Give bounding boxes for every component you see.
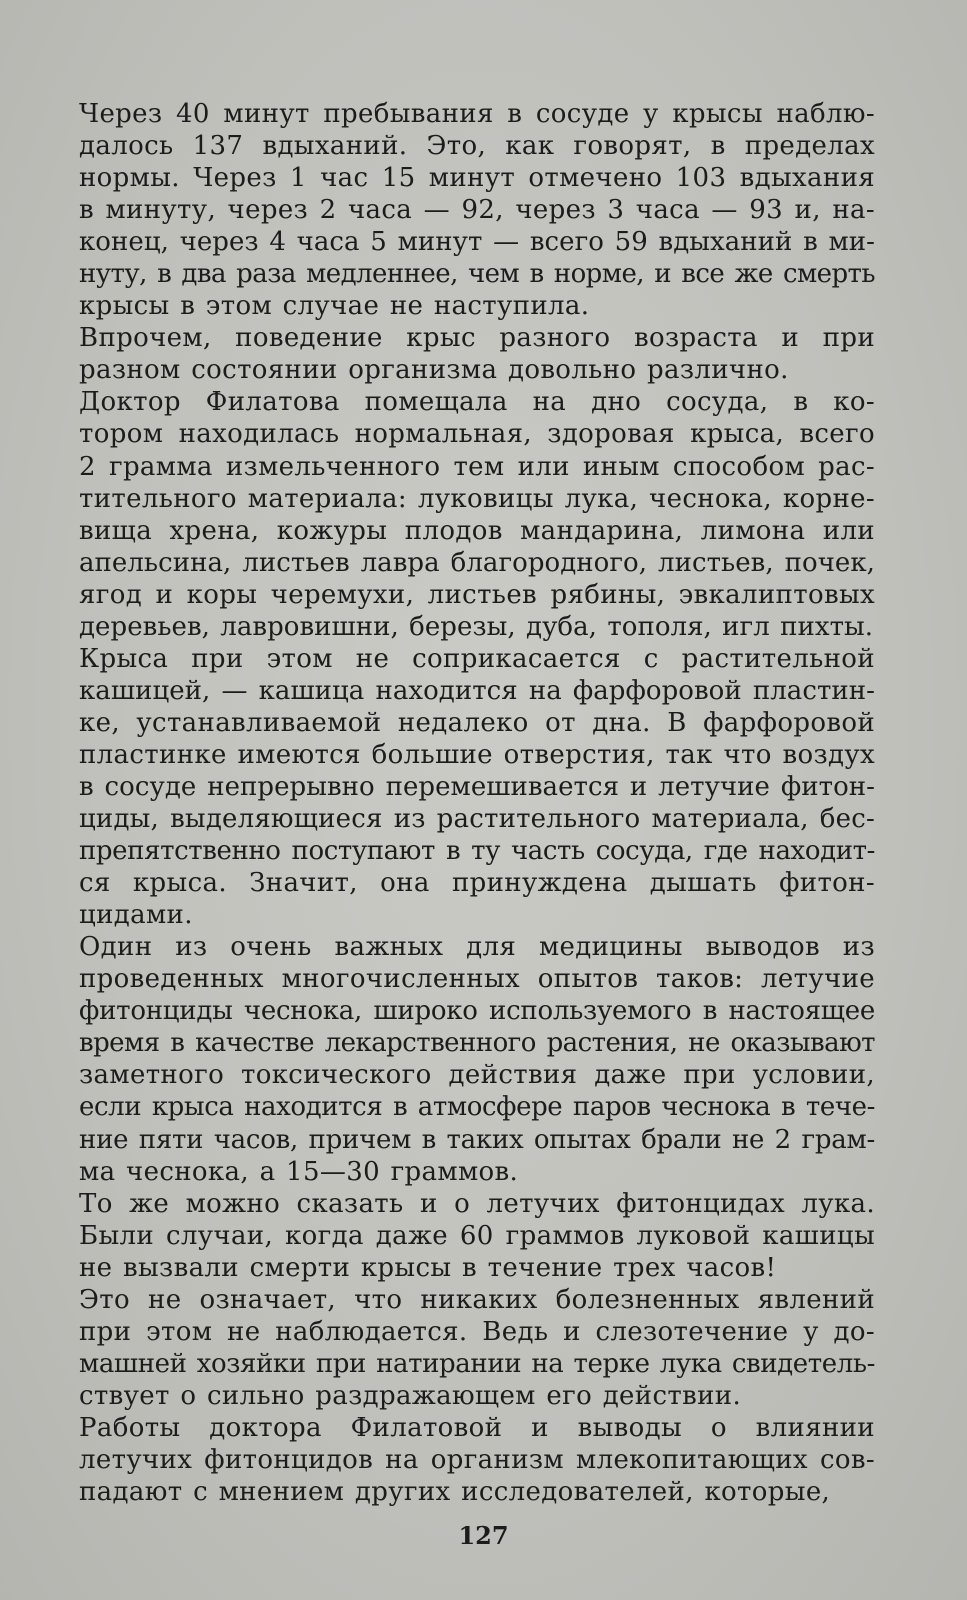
text-line: далось 137 вдыханий. Это, как говорят, в пределах xyxy=(79,131,875,162)
text-line: нормы. Через 1 час 15 минут отмечено 103 вдыхания xyxy=(79,163,875,194)
body-text xyxy=(33,98,875,1508)
text-line: если крыса находится в атмосфере паров чеснока в тече- xyxy=(79,1092,875,1123)
text-line: Работы доктора Филатовой и выводы о влиянии xyxy=(79,1412,875,1443)
text-line: крысы в этом случае не наступила. xyxy=(79,291,590,322)
text-line: Были случаи, когда даже 60 граммов луковой кашицы xyxy=(79,1220,875,1251)
text-line: не вызвали смерти крысы в течение трех часов! xyxy=(79,1252,777,1283)
text-line: ся крыса. Значит, она принуждена дышать фитон- xyxy=(79,868,875,899)
text-line: Впрочем, поведение крыс разного возраста и при xyxy=(79,323,875,354)
text-line: машней хозяйки при натирании на терке лука свидетель- xyxy=(79,1348,875,1379)
text-line: летучих фитонцидов на организм млекопитающих сов- xyxy=(79,1444,875,1475)
paragraph xyxy=(33,1284,875,1412)
text-line: нуту, в два раза медленнее, чем в норме, и все же смерть xyxy=(79,259,875,290)
text-line: кашицей, — кашица находится на фарфоровой пластин- xyxy=(79,675,875,706)
text-line: тительного материала: луковицы лука, чеснока, корне- xyxy=(79,483,875,514)
text-line: циды, выделяющиеся из растительного материала, бес- xyxy=(79,804,875,835)
text-line: Крыса при этом не соприкасается с растительной xyxy=(79,643,875,674)
text-line: разном состоянии организма довольно различно. xyxy=(79,355,789,386)
text-line: фитонциды чеснока, широко используемого в настоящее xyxy=(79,996,875,1027)
text-line: Один из очень важных для медицины выводов из xyxy=(79,932,875,963)
text-line: проведенных многочисленных опытов таков: летучие xyxy=(79,964,875,995)
text-line: в сосуде непрерывно перемешивается и летучие фитон- xyxy=(79,771,875,802)
paragraph xyxy=(33,643,875,931)
text-line: ке, устанавливаемой недалеко от дна. В фарфоровой xyxy=(79,707,875,738)
text-line: время в качестве лекарственного растения, не оказывают xyxy=(79,1028,875,1059)
text-line: То же можно сказать и о летучих фитонцидах лука. xyxy=(79,1188,875,1219)
text-line: апельсина, листьев лавра благородного, листьев, почек, xyxy=(79,547,875,578)
text-line: ягод и коры черемухи, листьев рябины, эвкалиптовых xyxy=(79,579,875,610)
text-line: Это не означает, что никаких болезненных явлений xyxy=(79,1284,875,1315)
text-line: препятственно поступают в ту часть сосуда, где находит- xyxy=(79,836,875,867)
text-line: ние пяти часов, причем в таких опытах брали не 2 грам- xyxy=(79,1124,875,1155)
text-line: Через 40 минут пребывания в сосуде у крысы наблю- xyxy=(79,99,875,129)
text-line: ствует о сильно раздражающем его действии. xyxy=(79,1380,742,1411)
paragraph xyxy=(33,931,875,1187)
paragraph xyxy=(33,98,875,322)
text-line: в минуту, через 2 часа — 92, через 3 часа — 93 и, на- xyxy=(79,195,875,226)
paragraph xyxy=(33,1188,875,1284)
text-line: вища хрена, кожуры плодов мандарина, лимона или xyxy=(79,515,875,546)
text-line: 2 грамма измельченного тем или иным способом рас- xyxy=(79,451,875,482)
text-line: Доктор Филатова помещала на дно сосуда, в ко- xyxy=(79,387,875,418)
text-line: тором находилась нормальная, здоровая крыса, всего xyxy=(79,419,875,450)
text-line: деревьев, лавровишни, березы, дуба, тополя, игл пихты. xyxy=(79,611,874,642)
text-line: падают с мнением других исследователей, которые, xyxy=(79,1477,831,1508)
text-line: пластинке имеются большие отверстия, так что воздух xyxy=(79,739,875,770)
paragraph xyxy=(33,1412,875,1508)
paragraph xyxy=(33,322,875,386)
text-line: при этом не наблюдается. Ведь и слезотечение у до- xyxy=(79,1316,875,1347)
paragraph xyxy=(33,386,875,642)
text-line: заметного токсического действия даже при условии, xyxy=(79,1060,875,1091)
page-number: 127 xyxy=(458,1521,509,1550)
text-line: цидами. xyxy=(79,900,193,931)
text-line: ма чеснока, а 15—30 граммов. xyxy=(79,1156,519,1187)
text-line: конец, через 4 часа 5 минут — всего 59 вдыханий в ми- xyxy=(79,227,875,258)
